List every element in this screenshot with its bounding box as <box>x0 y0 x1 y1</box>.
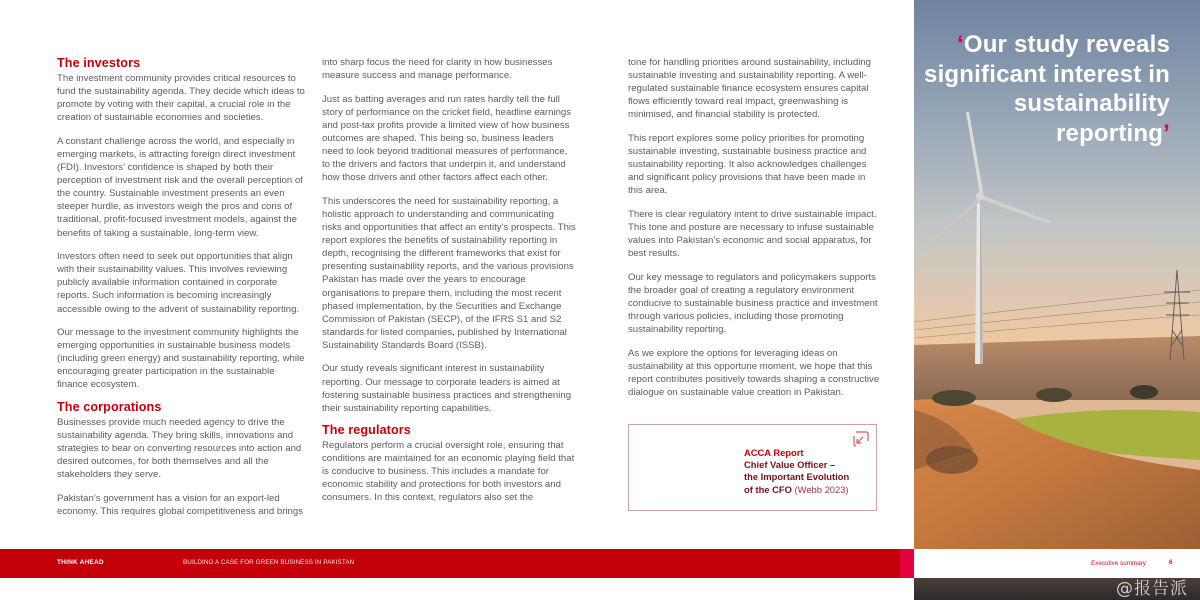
paragraph: The investment community provides critical resources to fund the sustainability agenda. They decide which ideas to promote by voting with their capital, a crucial role in the creation of sustainable economies and societies. <box>57 73 305 124</box>
paragraph: Pakistan’s government has a vision for an export-led economy. This requires global competitiveness and brings <box>57 492 304 517</box>
paragraph: Our key message to regulators and policymakers supports the broader goal of creating a regulatory environment conducive to sustainable business practice and investment through various policies, including those promoting sustainability reporting. <box>628 271 878 336</box>
reference-text[interactable] <box>744 447 874 496</box>
heading-regulators: The regulators <box>322 422 411 437</box>
reference-link-box[interactable] <box>628 424 877 511</box>
paragraph: Our study reveals significant interest in sustainability reporting. Our message to corporate leaders is aimed at fostering sustainable business practices and strengthening their sustainability reporting capabilities. <box>322 363 572 414</box>
reference-year: (Webb 2023) <box>794 483 849 495</box>
reference-title-line3: of the CFO <box>744 483 792 495</box>
paragraph: tone for handling priorities around sustainability, including sustainable investing and sustainability reporting. A well-regulated sustainable finance ecosystem ensures capital flows efficiently toward real impact, greenwashing is minimised, and financial stability is protected. <box>628 57 872 121</box>
paragraph: There is clear regulatory intent to drive sustainable impact. This tone and posture are necessary to infuse sustainable values into Pakistan’s economic and social apparatus, for best results. <box>628 208 877 260</box>
watermark: @报告派 <box>1116 579 1188 599</box>
paragraph: into sharp focus the need for clarity in how businesses measure success and manage performance. <box>322 57 553 82</box>
footer-brand: THINK AHEAD <box>57 559 104 566</box>
text-column-2 <box>322 56 576 515</box>
quote-text: Our study reveals significant interest in sustainability reporting <box>924 31 1170 147</box>
page-number: 6 <box>1169 559 1173 566</box>
pull-quote <box>914 30 1170 148</box>
quote-close-mark: ’ <box>1163 119 1170 147</box>
footer-section-name: Executive summary <box>1091 560 1146 567</box>
heading-investors: The investors <box>57 56 141 70</box>
arrow-down-left-icon[interactable] <box>853 431 869 447</box>
paragraph: Just as batting averages and run rates hardly tell the full story of performance on the cricket field, headline earnings and post-tax profits provide a limited view of how business outcomes are shaped. This being so, business leaders need to look beyond traditional measures of performance, to the drivers and factors that underpin it, and understand how those drivers and other factors affect each other. <box>322 93 572 184</box>
reference-title-line2: the Important Evolution <box>744 471 850 483</box>
wind-turbine-photo <box>914 0 1200 600</box>
section-marker-tab <box>900 549 914 578</box>
paragraph: Businesses provide much needed agency to drive the sustainability agenda. They bring skills, innovations and strategies to bear on converting resources into action and desired outcomes, for both themselves and all the stakeholders they serve. <box>57 416 302 480</box>
paragraph: Investors often need to seek out opportunities that align with their sustainability values. This involves reviewing publicly available information contained in corporate reports. Such information is becoming increasingly accessible owing to the advent of sustainability reporting. <box>57 251 300 315</box>
text-column-3 <box>628 56 880 410</box>
quote-open-mark: ‘ <box>956 31 964 58</box>
reference-title-line1: Chief Value Officer – <box>744 459 836 471</box>
footer-bar-left <box>0 549 914 578</box>
paragraph: Our message to the investment community highlights the emerging opportunities in sustainable business models (including green energy) and sustainability reporting, while encouraging greater participation in the sustainable finance ecosystem. <box>57 327 305 391</box>
paragraph: This report explores some policy priorities for promoting sustainable investing, sustainable business practice and sustainability reporting. It also acknowledges challenges and significant policy provisions that have been made in this area. <box>628 132 867 197</box>
footer-document-title: BUILDING A CASE FOR GREEN BUSINESS IN PAKISTAN <box>183 559 355 566</box>
heading-corporations: The corporations <box>57 399 162 414</box>
paragraph: Regulators perform a crucial oversight role, ensuring that conditions are maintained for an economic playing field that is conducive to business. This includes a mandate for economic stability and protections for both investors and consumers. In this context, regulators also set the <box>322 439 575 504</box>
reference-label: ACCA Report <box>744 447 804 458</box>
paragraph: A constant challenge across the world, and especially in emerging markets, is attracting foreign direct investment (FDI). Investors’ confidence is shaped by both their perception of investment risk and the overall perception of the country. Sustainable investment presents an even steeper hurdle, as investors weigh the pros and cons of traditional, profit-focused investment models, against the benefits of taking a sustainable, long-term view. <box>57 135 303 239</box>
paragraph: As we explore the options for leveraging ideas on sustainability at this opportune moment, we hope that this report contributes positively towards shaping a constructive dialogue on sustainable value creation in Pakistan. <box>628 347 880 399</box>
paragraph: This underscores the need for sustainability reporting, a holistic approach to understanding and communicating risks and opportunities that affect an entity’s prospects. This report explores the benefits of sustainability reporting in depth, recognising the different frameworks that exist for presenting sustainability reports, and the various provisions Pakistan has made over the years to encourage organisations to prepare them, including the most recent phased implementation, by the Securities and Exchange Commission of Pakistan (SECP), of the IFRS S1 and S2 standards for listed companies, published by International Sustainability Standards Board (ISSB). <box>322 195 576 351</box>
text-column-1 <box>57 56 305 528</box>
